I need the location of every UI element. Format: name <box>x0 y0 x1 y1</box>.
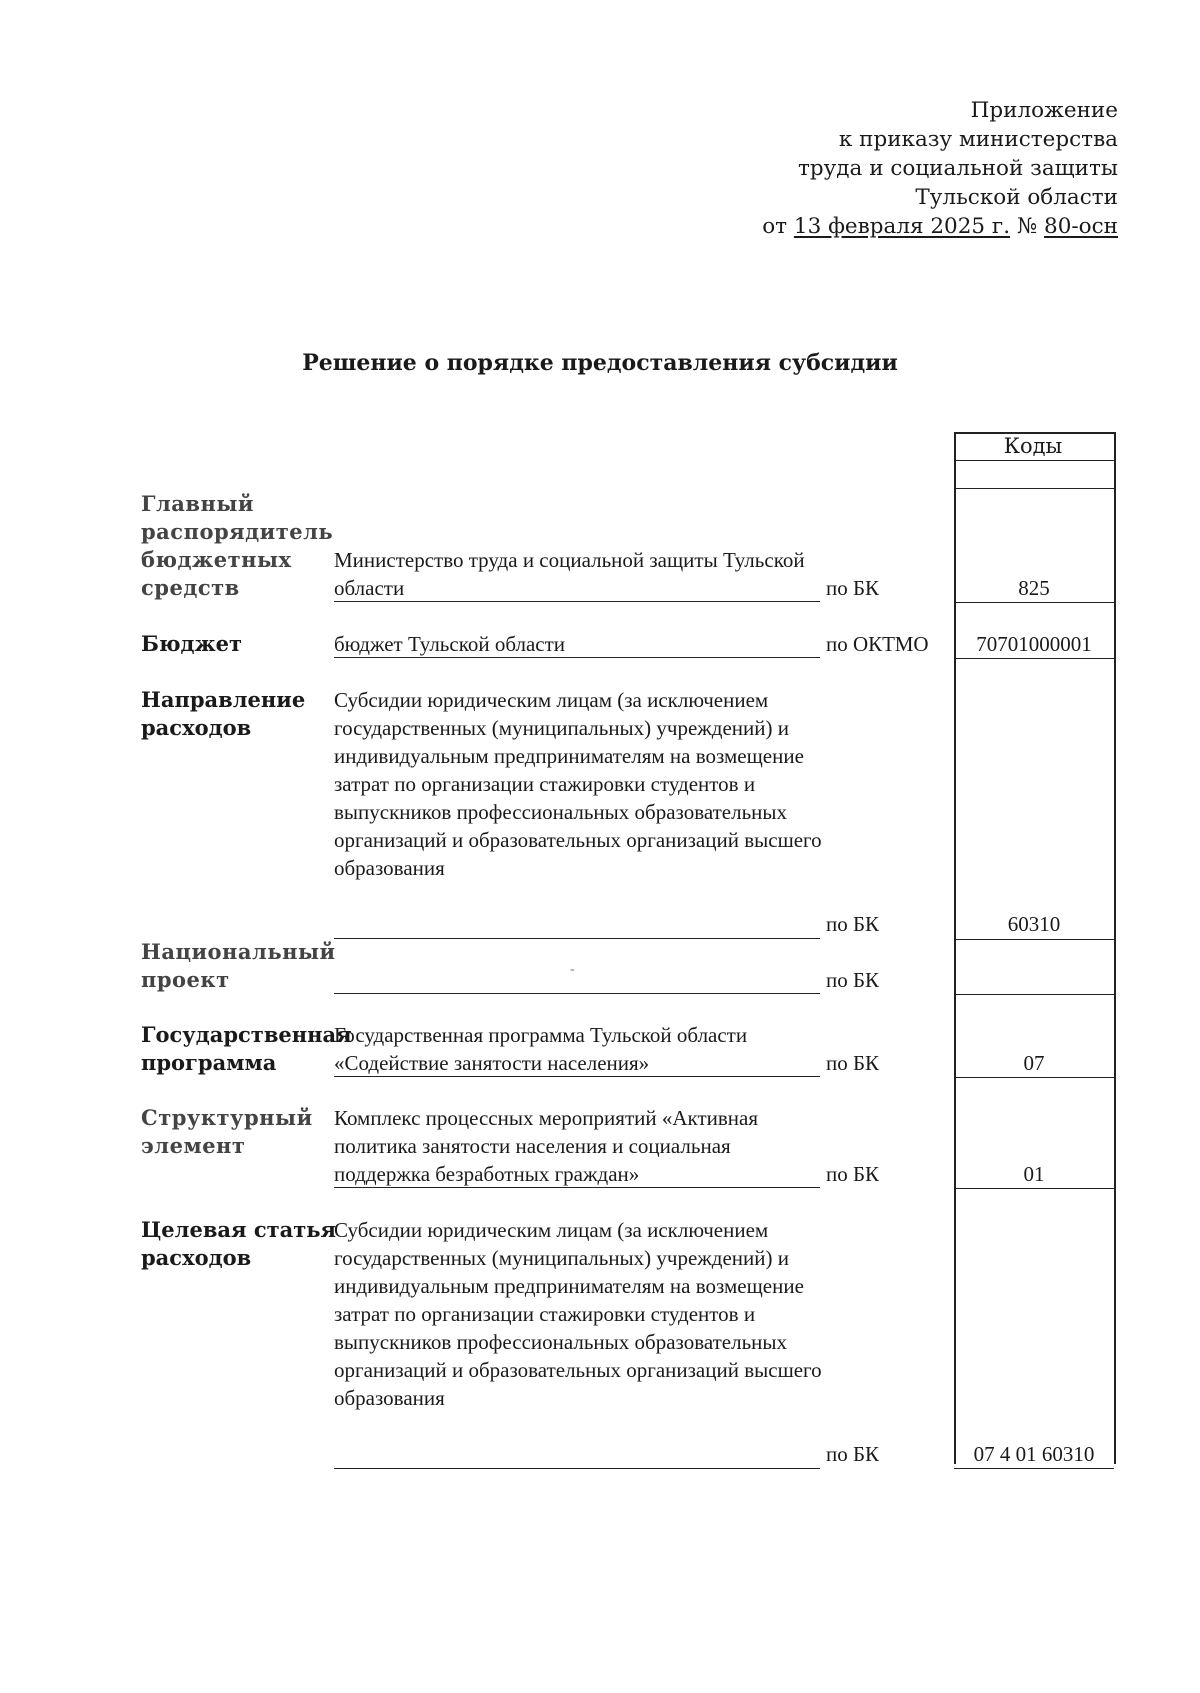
code-type: по БК <box>826 1051 880 1075</box>
divider <box>954 1077 1114 1078</box>
field-value: бюджет Тульской области <box>334 632 566 656</box>
divider <box>954 939 1114 940</box>
underline <box>334 938 820 939</box>
divider <box>954 658 1114 659</box>
divider <box>954 488 1114 489</box>
field-label: Направление расходов <box>141 687 306 740</box>
code-value: 825 <box>1018 576 1050 600</box>
divider <box>954 602 1114 603</box>
code-type: по БК <box>826 576 880 600</box>
field-value: Государственная программа Тульской области «Содействие занятости населения» <box>334 1023 748 1075</box>
underline <box>334 993 820 994</box>
field-value: Субсидии юридическим лицам (за исключением государственных (муниципальных) учреждений) и индивидуальным предпринимателям на возмещение затрат по организации стажировки студентов и выпускников профессиональных образовательных организаций и образовательных организаций высшего образования <box>334 1218 822 1410</box>
order-date: 13 февраля 2025 г. <box>793 214 1011 239</box>
order-number: 80-осн <box>1044 214 1118 239</box>
underline <box>334 601 820 602</box>
divider <box>954 1188 1114 1189</box>
divider <box>954 460 1114 461</box>
divider <box>954 1468 1114 1469</box>
field-value: Комплекс процессных мероприятий «Активная политика занятости населения и социальная поддержка безработных граждан» <box>334 1106 758 1186</box>
code-value: 07 4 01 60310 <box>973 1442 1095 1466</box>
code-type: по БК <box>826 1442 880 1466</box>
appendix-line: Приложение <box>970 98 1118 123</box>
document-title: Решение о порядке предоставления субсидии <box>302 350 898 376</box>
appendix-date-line: от 13 февраля 2025 г. № 80-осн <box>762 214 1118 239</box>
code-type: по БК <box>826 1162 880 1186</box>
field-label: Бюджет <box>141 631 243 656</box>
field-value: Министерство труда и социальной защиты Тульской области <box>334 548 805 600</box>
code-value: 70701000001 <box>976 632 1092 656</box>
field-label: Национальный проект <box>141 939 336 992</box>
divider <box>954 994 1114 995</box>
underline <box>334 1187 820 1188</box>
codes-header: Коды <box>1003 434 1063 458</box>
code-type: по ОКТМО <box>826 632 929 656</box>
appendix-line: труда и социальной защиты <box>798 156 1118 181</box>
field-value: - <box>570 962 575 977</box>
underline <box>334 1468 820 1469</box>
field-label: Целевая статья расходов <box>141 1217 337 1270</box>
underline <box>334 657 820 658</box>
field-label: Структурный элемент <box>141 1105 313 1158</box>
appendix-block <box>762 96 1118 241</box>
code-value: 60310 <box>1007 912 1061 936</box>
field-label: Главный распорядитель бюджетных средств <box>141 491 334 600</box>
code-type: по БК <box>826 968 880 992</box>
field-label: Государственная программа <box>141 1022 352 1075</box>
appendix-line: к приказу министерства <box>838 127 1118 152</box>
underline <box>334 1076 820 1077</box>
code-value: 01 <box>1023 1162 1045 1186</box>
field-value: Субсидии юридическим лицам (за исключением государственных (муниципальных) учреждений) и индивидуальным предпринимателям на возмещение затрат по организации стажировки студентов и выпускников профессиональных образовательных организаций и образовательных организаций высшего образования <box>334 688 822 880</box>
appendix-line: Тульской области <box>915 185 1118 210</box>
code-value: 07 <box>1023 1051 1045 1075</box>
code-type: по БК <box>826 912 880 936</box>
